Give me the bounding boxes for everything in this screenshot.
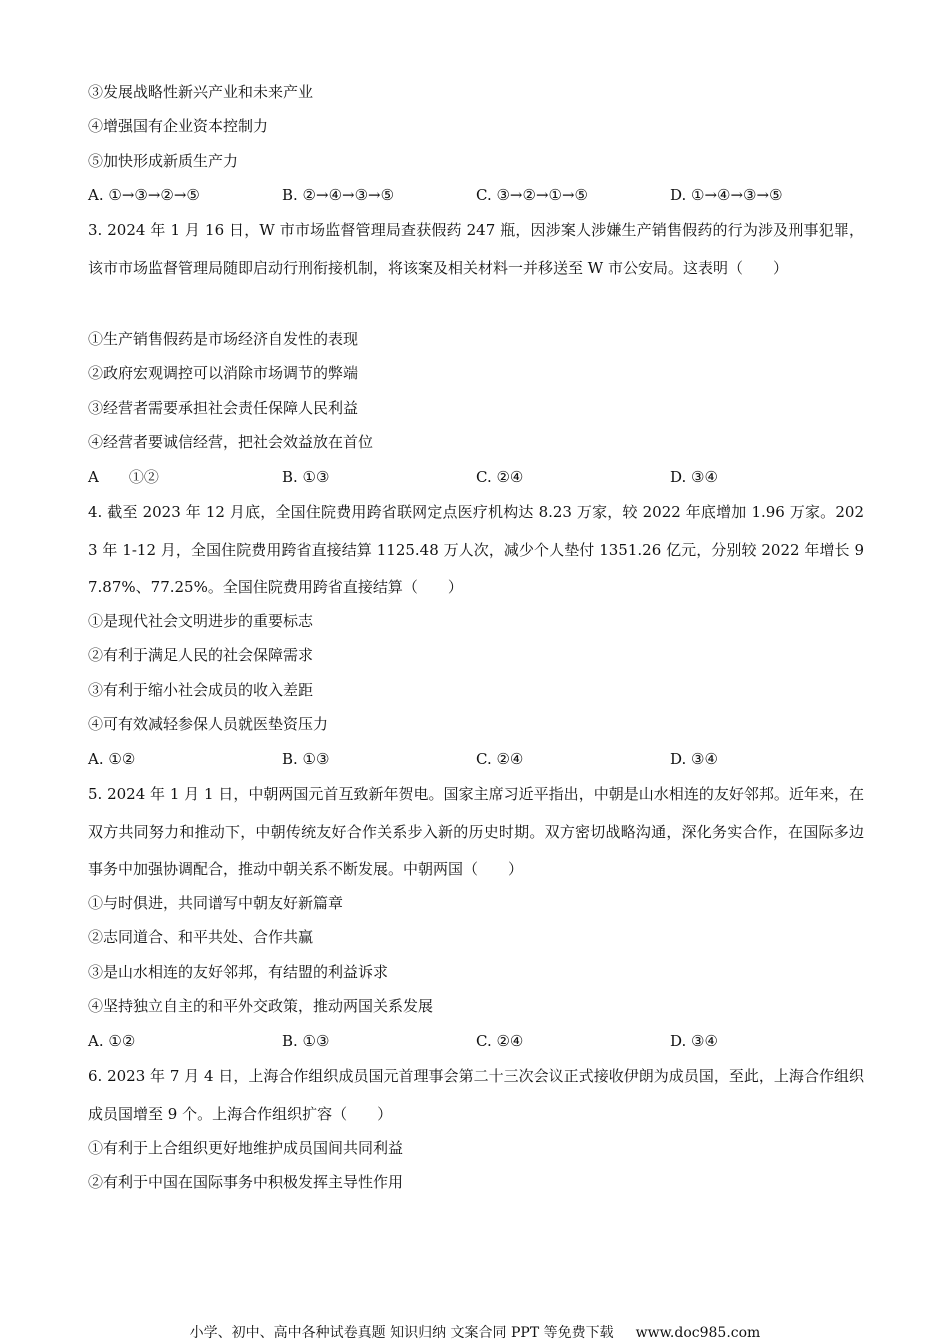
q4-item-1: ①是现代社会文明进步的重要标志 xyxy=(88,612,314,630)
footer-text: 小学、初中、高中各种试卷真题 知识归纳 文案合同 PPT 等免费下载 xyxy=(189,1325,614,1341)
q6-item-1: ①有利于上合组织更好地维护成员国间共同利益 xyxy=(88,1139,404,1157)
q3-option-b: B. ①③ xyxy=(282,468,330,486)
q3-options xyxy=(88,467,864,487)
q3-option-a: A ①② xyxy=(88,468,159,486)
q4-option-a: A. ①② xyxy=(88,750,136,768)
q4-option-b: B. ①③ xyxy=(282,750,330,768)
q3-stem: 3. 2024 年 1 月 16 日，W 市市场监督管理局查获假药 247 瓶，因涉案人涉嫌生产销售假药的行为涉及刑事犯罪，该市市场监督管理局随即启动行刑衔接机制，将该案及相关材料一并移送至 W 市公安局。这表明（ ） xyxy=(88,221,864,277)
q5-stem: 5. 2024 年 1 月 1 日，中朝两国元首互致新年贺电。国家主席习近平指出，中朝是山水相连的友好邻邦。近年来，在双方共同努力和推动下，中朝传统友好合作关系步入新的历史时期。双方密切战略沟通，深化务实合作，在国际多边事务中加强协调配合，推动中朝关系不断发展。中朝两国（ ） xyxy=(88,785,864,878)
q3-option-d: D. ③④ xyxy=(670,468,718,486)
q3-item-4: ④经营者要诚信经营，把社会效益放在首位 xyxy=(88,433,374,451)
q2-item-5: ⑤加快形成新质生产力 xyxy=(88,152,239,170)
q4-item-4: ④可有效减轻参保人员就医垫资压力 xyxy=(88,715,329,733)
page-footer xyxy=(0,1323,950,1343)
q3-option-c: C. ②④ xyxy=(476,468,524,486)
q5-option-c: C. ②④ xyxy=(476,1032,524,1050)
q3-item-3: ③经营者需要承担社会责任保障人民利益 xyxy=(88,399,359,417)
footer-url-link[interactable]: www.doc985.com xyxy=(635,1325,761,1341)
q5-item-4: ④坚持独立自主的和平外交政策，推动两国关系发展 xyxy=(88,997,434,1015)
q5-item-1: ①与时俱进，共同谱写中朝友好新篇章 xyxy=(88,894,344,912)
q5-options xyxy=(88,1031,864,1051)
q6-stem: 6. 2023 年 7 月 4 日，上海合作组织成员国元首理事会第二十三次会议正式接收伊朗为成员国，至此，上海合作组织成员国增至 9 个。上海合作组织扩容（ ） xyxy=(88,1067,864,1123)
q4-item-2: ②有利于满足人民的社会保障需求 xyxy=(88,646,314,664)
q4-options xyxy=(88,749,864,769)
q2-option-a: A. ①→③→②→⑤ xyxy=(88,186,200,204)
q2-option-b: B. ②→④→③→⑤ xyxy=(282,186,395,204)
q5-item-3: ③是山水相连的友好邻邦，有结盟的利益诉求 xyxy=(88,963,389,981)
q4-item-3: ③有利于缩小社会成员的收入差距 xyxy=(88,681,314,699)
q4-option-d: D. ③④ xyxy=(670,750,718,768)
q2-option-c: C. ③→②→①→⑤ xyxy=(476,186,588,204)
q5-option-b: B. ①③ xyxy=(282,1032,330,1050)
q6-item-2: ②有利于中国在国际事务中积极发挥主导性作用 xyxy=(88,1173,404,1191)
q3-item-1: ①生产销售假药是市场经济自发性的表现 xyxy=(88,330,359,348)
q5-item-2: ②志同道合、和平共处、合作共赢 xyxy=(88,928,314,946)
q5-option-d: D. ③④ xyxy=(670,1032,718,1050)
q2-item-3: ③发展战略性新兴产业和未来产业 xyxy=(88,83,314,101)
q4-stem: 4. 截至 2023 年 12 月底，全国住院费用跨省联网定点医疗机构达 8.23 万家，较 2022 年底增加 1.96 万家。2023 年 1-12 月，全国住院费用跨省直接结算 1125.48 万人次，减少个人垫付 1351.26 亿元，分别较 2022 年增长 97.87%、77.25%。全国住院费用跨省直接结算（ ） xyxy=(88,503,864,596)
q2-option-d: D. ①→④→③→⑤ xyxy=(670,186,783,204)
q2-options xyxy=(88,185,864,205)
q2-item-4: ④增强国有企业资本控制力 xyxy=(88,117,269,135)
q4-option-c: C. ②④ xyxy=(476,750,524,768)
q5-option-a: A. ①② xyxy=(88,1032,136,1050)
q3-item-2: ②政府宏观调控可以消除市场调节的弊端 xyxy=(88,364,359,382)
